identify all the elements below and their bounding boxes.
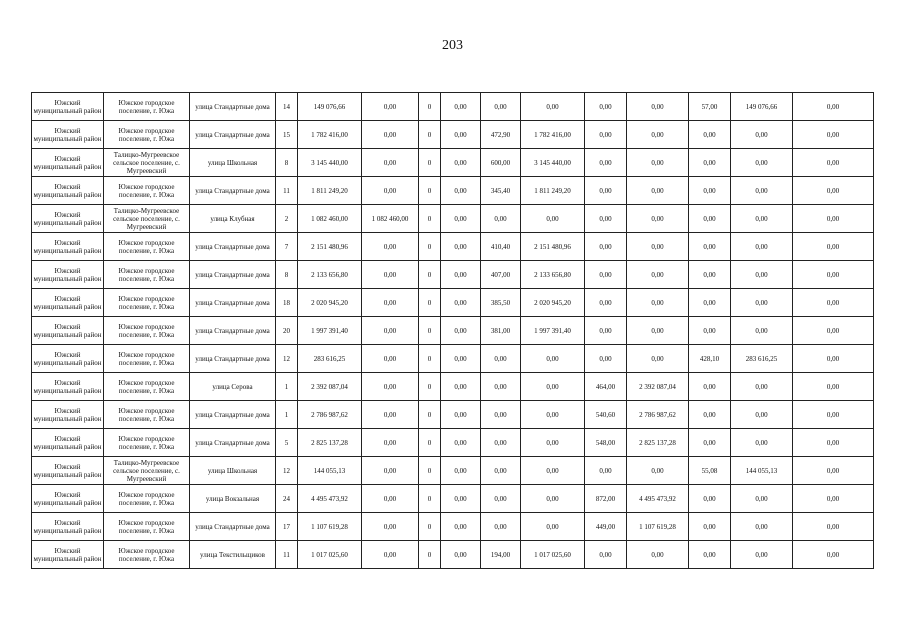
cell-foundation-cost: 4 495 473,92 — [627, 485, 689, 513]
cell-foundation-cost: 0,00 — [627, 149, 689, 177]
cell-basement-cost: 0,00 — [731, 373, 793, 401]
cell-district: Южский муниципальный район — [32, 149, 104, 177]
cell-settlement: Южское городское поселение, г. Южа — [104, 233, 190, 261]
cell-settlement: Талицко-Мугреевское сельское поселение, с. Мугреевский — [104, 457, 190, 485]
cell-total-cost: 2 786 987,62 — [298, 401, 362, 429]
cell-facade-area: 345,40 — [481, 177, 521, 205]
cell-roof-cost: 0,00 — [362, 289, 419, 317]
cell-foundation-area: 0,00 — [585, 345, 627, 373]
cell-house-number: 12 — [276, 345, 298, 373]
cell-foundation-area: 0,00 — [585, 205, 627, 233]
cell-foundation-area: 0,00 — [585, 149, 627, 177]
cell-basement-area: 0,00 — [689, 513, 731, 541]
cell-district: Южский муниципальный район — [32, 205, 104, 233]
cell-street: улица Стандартные дома — [190, 289, 276, 317]
cell-house-number: 15 — [276, 121, 298, 149]
cell-district: Южский муниципальный район — [32, 121, 104, 149]
cell-foundation-area: 0,00 — [585, 541, 627, 569]
cell-last-col: 0,00 — [793, 457, 874, 485]
cell-roof-cost: 0,00 — [362, 233, 419, 261]
table-row — [32, 401, 874, 429]
cell-foundation-cost: 2 786 987,62 — [627, 401, 689, 429]
cell-basement-cost: 0,00 — [731, 541, 793, 569]
cell-basement-area: 428,10 — [689, 345, 731, 373]
cell-street: улица Стандартные дома — [190, 317, 276, 345]
cell-col-7: 0,00 — [441, 429, 481, 457]
cell-basement-area: 0,00 — [689, 149, 731, 177]
cell-last-col: 0,00 — [793, 317, 874, 345]
cell-last-col: 0,00 — [793, 373, 874, 401]
cell-roof-cost: 1 082 460,00 — [362, 205, 419, 233]
cell-settlement: Южское городское поселение, г. Южа — [104, 541, 190, 569]
cell-facade-cost: 0,00 — [521, 373, 585, 401]
cell-col-zero: 0 — [419, 429, 441, 457]
cell-col-zero: 0 — [419, 345, 441, 373]
cell-street: улица Текстильщиков — [190, 541, 276, 569]
cell-house-number: 11 — [276, 541, 298, 569]
cell-roof-cost: 0,00 — [362, 121, 419, 149]
cell-last-col: 0,00 — [793, 93, 874, 121]
cell-settlement: Талицко-Мугреевское сельское поселение, с. Мугреевский — [104, 205, 190, 233]
cell-settlement: Южское городское поселение, г. Южа — [104, 289, 190, 317]
cell-facade-area: 0,00 — [481, 373, 521, 401]
cell-col-7: 0,00 — [441, 401, 481, 429]
cell-street: улица Стандартные дома — [190, 93, 276, 121]
cell-col-7: 0,00 — [441, 289, 481, 317]
table-row — [32, 289, 874, 317]
cell-foundation-cost: 0,00 — [627, 205, 689, 233]
cell-roof-cost: 0,00 — [362, 93, 419, 121]
cell-settlement: Южское городское поселение, г. Южа — [104, 345, 190, 373]
cell-facade-cost: 2 151 480,96 — [521, 233, 585, 261]
cell-col-zero: 0 — [419, 317, 441, 345]
cell-foundation-cost: 0,00 — [627, 177, 689, 205]
cell-col-7: 0,00 — [441, 457, 481, 485]
cell-roof-cost: 0,00 — [362, 457, 419, 485]
cell-foundation-area: 0,00 — [585, 289, 627, 317]
cell-district: Южский муниципальный район — [32, 373, 104, 401]
table-row — [32, 373, 874, 401]
cell-last-col: 0,00 — [793, 261, 874, 289]
table-row — [32, 233, 874, 261]
cell-foundation-area: 464,00 — [585, 373, 627, 401]
cell-street: улица Стандартные дома — [190, 233, 276, 261]
cell-district: Южский муниципальный район — [32, 541, 104, 569]
cell-col-7: 0,00 — [441, 513, 481, 541]
cell-last-col: 0,00 — [793, 205, 874, 233]
cell-foundation-area: 449,00 — [585, 513, 627, 541]
cell-street: улица Стандартные дома — [190, 429, 276, 457]
cell-facade-area: 0,00 — [481, 457, 521, 485]
cell-foundation-area: 0,00 — [585, 93, 627, 121]
cell-foundation-cost: 0,00 — [627, 289, 689, 317]
cell-basement-cost: 0,00 — [731, 429, 793, 457]
cell-basement-cost: 149 076,66 — [731, 93, 793, 121]
cell-foundation-area: 0,00 — [585, 457, 627, 485]
cell-facade-area: 0,00 — [481, 93, 521, 121]
cell-col-7: 0,00 — [441, 317, 481, 345]
cell-facade-cost: 2 133 656,80 — [521, 261, 585, 289]
cell-foundation-area: 540,60 — [585, 401, 627, 429]
cell-basement-area: 0,00 — [689, 177, 731, 205]
cell-street: улица Стандартные дома — [190, 345, 276, 373]
cell-total-cost: 1 017 025,60 — [298, 541, 362, 569]
cell-basement-area: 0,00 — [689, 429, 731, 457]
cell-last-col: 0,00 — [793, 345, 874, 373]
cell-basement-area: 55,08 — [689, 457, 731, 485]
table-row — [32, 541, 874, 569]
cell-col-zero: 0 — [419, 177, 441, 205]
cell-foundation-cost: 0,00 — [627, 233, 689, 261]
cell-facade-cost: 0,00 — [521, 401, 585, 429]
cell-district: Южский муниципальный район — [32, 345, 104, 373]
cell-basement-cost: 0,00 — [731, 289, 793, 317]
cell-col-7: 0,00 — [441, 373, 481, 401]
cell-last-col: 0,00 — [793, 233, 874, 261]
cell-facade-cost: 1 811 249,20 — [521, 177, 585, 205]
cell-roof-cost: 0,00 — [362, 429, 419, 457]
cell-foundation-area: 0,00 — [585, 233, 627, 261]
cell-roof-cost: 0,00 — [362, 345, 419, 373]
cell-facade-cost: 2 020 945,20 — [521, 289, 585, 317]
cell-roof-cost: 0,00 — [362, 177, 419, 205]
page-number: 203 — [442, 38, 463, 53]
cell-district: Южский муниципальный район — [32, 317, 104, 345]
cell-last-col: 0,00 — [793, 541, 874, 569]
cell-total-cost: 283 616,25 — [298, 345, 362, 373]
cell-basement-cost: 0,00 — [731, 401, 793, 429]
cell-basement-cost: 0,00 — [731, 121, 793, 149]
cell-facade-cost: 0,00 — [521, 485, 585, 513]
cell-house-number: 5 — [276, 429, 298, 457]
cell-last-col: 0,00 — [793, 149, 874, 177]
cell-foundation-area: 872,00 — [585, 485, 627, 513]
cell-col-7: 0,00 — [441, 485, 481, 513]
table-row — [32, 121, 874, 149]
cell-district: Южский муниципальный район — [32, 93, 104, 121]
cell-house-number: 7 — [276, 233, 298, 261]
cell-facade-area: 194,00 — [481, 541, 521, 569]
cell-street: улица Стандартные дома — [190, 401, 276, 429]
cell-col-zero: 0 — [419, 485, 441, 513]
cell-basement-cost: 0,00 — [731, 513, 793, 541]
cell-last-col: 0,00 — [793, 401, 874, 429]
cell-last-col: 0,00 — [793, 485, 874, 513]
cell-settlement: Южское городское поселение, г. Южа — [104, 93, 190, 121]
cell-district: Южский муниципальный район — [32, 429, 104, 457]
cell-district: Южский муниципальный район — [32, 457, 104, 485]
cell-col-zero: 0 — [419, 289, 441, 317]
cell-facade-area: 600,00 — [481, 149, 521, 177]
cell-street: улица Стандартные дома — [190, 121, 276, 149]
cell-house-number: 12 — [276, 457, 298, 485]
cell-basement-cost: 144 055,13 — [731, 457, 793, 485]
cell-col-zero: 0 — [419, 121, 441, 149]
cell-basement-area: 57,00 — [689, 93, 731, 121]
cell-facade-cost: 3 145 440,00 — [521, 149, 585, 177]
cell-foundation-cost: 0,00 — [627, 457, 689, 485]
cell-settlement: Южское городское поселение, г. Южа — [104, 177, 190, 205]
cell-col-zero: 0 — [419, 149, 441, 177]
cell-street: улица Стандартные дома — [190, 177, 276, 205]
cell-col-7: 0,00 — [441, 149, 481, 177]
cell-total-cost: 1 811 249,20 — [298, 177, 362, 205]
table-row — [32, 429, 874, 457]
cell-facade-area: 407,00 — [481, 261, 521, 289]
cell-basement-cost: 283 616,25 — [731, 345, 793, 373]
table-row — [32, 457, 874, 485]
cell-col-7: 0,00 — [441, 177, 481, 205]
cell-foundation-area: 0,00 — [585, 121, 627, 149]
cell-facade-cost: 1 997 391,40 — [521, 317, 585, 345]
cell-basement-cost: 0,00 — [731, 317, 793, 345]
cell-foundation-cost: 0,00 — [627, 317, 689, 345]
cell-last-col: 0,00 — [793, 177, 874, 205]
cell-col-zero: 0 — [419, 373, 441, 401]
cell-house-number: 2 — [276, 205, 298, 233]
cell-foundation-cost: 2 825 137,28 — [627, 429, 689, 457]
cell-basement-cost: 0,00 — [731, 205, 793, 233]
cell-house-number: 1 — [276, 401, 298, 429]
cell-col-7: 0,00 — [441, 345, 481, 373]
table-row — [32, 93, 874, 121]
cell-house-number: 18 — [276, 289, 298, 317]
cell-facade-cost: 0,00 — [521, 345, 585, 373]
cell-facade-cost: 0,00 — [521, 457, 585, 485]
cell-roof-cost: 0,00 — [362, 373, 419, 401]
cell-total-cost: 2 133 656,80 — [298, 261, 362, 289]
cell-foundation-cost: 1 107 619,28 — [627, 513, 689, 541]
cell-street: улица Клубная — [190, 205, 276, 233]
cell-foundation-cost: 0,00 — [627, 261, 689, 289]
cell-settlement: Талицко-Мугреевское сельское поселение, с. Мугреевский — [104, 149, 190, 177]
cell-col-zero: 0 — [419, 541, 441, 569]
cell-street: улица Школьная — [190, 149, 276, 177]
cell-total-cost: 1 782 416,00 — [298, 121, 362, 149]
cell-facade-cost: 0,00 — [521, 205, 585, 233]
cell-basement-area: 0,00 — [689, 485, 731, 513]
cell-house-number: 11 — [276, 177, 298, 205]
cell-basement-area: 0,00 — [689, 373, 731, 401]
cell-street: улица Стандартные дома — [190, 261, 276, 289]
cell-settlement: Южское городское поселение, г. Южа — [104, 317, 190, 345]
cell-facade-area: 0,00 — [481, 429, 521, 457]
cell-foundation-cost: 2 392 087,04 — [627, 373, 689, 401]
cell-street: улица Серова — [190, 373, 276, 401]
cell-basement-area: 0,00 — [689, 541, 731, 569]
cell-total-cost: 1 997 391,40 — [298, 317, 362, 345]
cell-facade-cost: 0,00 — [521, 93, 585, 121]
cell-roof-cost: 0,00 — [362, 485, 419, 513]
cell-basement-area: 0,00 — [689, 233, 731, 261]
cell-facade-cost: 1 782 416,00 — [521, 121, 585, 149]
cell-street: улица Школьная — [190, 457, 276, 485]
cell-col-zero: 0 — [419, 261, 441, 289]
cell-col-zero: 0 — [419, 513, 441, 541]
cell-facade-area: 0,00 — [481, 205, 521, 233]
cell-col-zero: 0 — [419, 233, 441, 261]
table-row — [32, 205, 874, 233]
cell-col-7: 0,00 — [441, 261, 481, 289]
cell-col-7: 0,00 — [441, 205, 481, 233]
cell-settlement: Южское городское поселение, г. Южа — [104, 513, 190, 541]
cell-house-number: 8 — [276, 261, 298, 289]
cell-house-number: 20 — [276, 317, 298, 345]
cell-house-number: 8 — [276, 149, 298, 177]
cell-settlement: Южское городское поселение, г. Южа — [104, 401, 190, 429]
cell-facade-cost: 1 017 025,60 — [521, 541, 585, 569]
cell-foundation-cost: 0,00 — [627, 541, 689, 569]
cell-district: Южский муниципальный район — [32, 485, 104, 513]
cell-col-7: 0,00 — [441, 233, 481, 261]
cell-facade-area: 472,90 — [481, 121, 521, 149]
cell-last-col: 0,00 — [793, 289, 874, 317]
cell-basement-area: 0,00 — [689, 317, 731, 345]
cell-total-cost: 3 145 440,00 — [298, 149, 362, 177]
cell-foundation-area: 548,00 — [585, 429, 627, 457]
cell-street: улица Стандартные дома — [190, 513, 276, 541]
cell-basement-area: 0,00 — [689, 401, 731, 429]
cell-roof-cost: 0,00 — [362, 261, 419, 289]
cell-basement-cost: 0,00 — [731, 485, 793, 513]
capital-repair-table — [31, 92, 874, 569]
table-body — [32, 93, 874, 569]
cell-settlement: Южское городское поселение, г. Южа — [104, 429, 190, 457]
cell-basement-area: 0,00 — [689, 289, 731, 317]
cell-basement-cost: 0,00 — [731, 177, 793, 205]
table-row — [32, 261, 874, 289]
table-row — [32, 317, 874, 345]
cell-basement-area: 0,00 — [689, 261, 731, 289]
cell-district: Южский муниципальный район — [32, 289, 104, 317]
cell-total-cost: 2 151 480,96 — [298, 233, 362, 261]
cell-district: Южский муниципальный район — [32, 261, 104, 289]
cell-facade-area: 0,00 — [481, 401, 521, 429]
cell-foundation-area: 0,00 — [585, 317, 627, 345]
cell-roof-cost: 0,00 — [362, 401, 419, 429]
table-row — [32, 513, 874, 541]
cell-total-cost: 149 076,66 — [298, 93, 362, 121]
cell-house-number: 24 — [276, 485, 298, 513]
cell-district: Южский муниципальный район — [32, 513, 104, 541]
cell-basement-cost: 0,00 — [731, 233, 793, 261]
cell-last-col: 0,00 — [793, 513, 874, 541]
table-row — [32, 485, 874, 513]
cell-col-7: 0,00 — [441, 541, 481, 569]
cell-roof-cost: 0,00 — [362, 541, 419, 569]
cell-facade-area: 0,00 — [481, 345, 521, 373]
cell-total-cost: 2 392 087,04 — [298, 373, 362, 401]
cell-last-col: 0,00 — [793, 429, 874, 457]
cell-last-col: 0,00 — [793, 121, 874, 149]
cell-settlement: Южское городское поселение, г. Южа — [104, 261, 190, 289]
cell-total-cost: 144 055,13 — [298, 457, 362, 485]
cell-roof-cost: 0,00 — [362, 317, 419, 345]
cell-facade-area: 381,00 — [481, 317, 521, 345]
cell-total-cost: 1 107 619,28 — [298, 513, 362, 541]
cell-house-number: 17 — [276, 513, 298, 541]
cell-district: Южский муниципальный район — [32, 177, 104, 205]
cell-settlement: Южское городское поселение, г. Южа — [104, 121, 190, 149]
cell-house-number: 14 — [276, 93, 298, 121]
cell-col-7: 0,00 — [441, 121, 481, 149]
cell-total-cost: 2 020 945,20 — [298, 289, 362, 317]
cell-facade-cost: 0,00 — [521, 513, 585, 541]
cell-basement-area: 0,00 — [689, 205, 731, 233]
cell-col-zero: 0 — [419, 93, 441, 121]
cell-facade-cost: 0,00 — [521, 429, 585, 457]
cell-basement-cost: 0,00 — [731, 149, 793, 177]
cell-district: Южский муниципальный район — [32, 233, 104, 261]
cell-district: Южский муниципальный район — [32, 401, 104, 429]
cell-basement-cost: 0,00 — [731, 261, 793, 289]
table-row — [32, 345, 874, 373]
cell-facade-area: 385,50 — [481, 289, 521, 317]
cell-total-cost: 4 495 473,92 — [298, 485, 362, 513]
cell-foundation-area: 0,00 — [585, 177, 627, 205]
cell-col-zero: 0 — [419, 401, 441, 429]
cell-settlement: Южское городское поселение, г. Южа — [104, 485, 190, 513]
cell-total-cost: 1 082 460,00 — [298, 205, 362, 233]
table-row — [32, 177, 874, 205]
cell-roof-cost: 0,00 — [362, 149, 419, 177]
cell-roof-cost: 0,00 — [362, 513, 419, 541]
cell-settlement: Южское городское поселение, г. Южа — [104, 373, 190, 401]
cell-foundation-cost: 0,00 — [627, 93, 689, 121]
cell-foundation-cost: 0,00 — [627, 345, 689, 373]
cell-facade-area: 0,00 — [481, 513, 521, 541]
cell-col-zero: 0 — [419, 457, 441, 485]
table-row — [32, 149, 874, 177]
cell-col-zero: 0 — [419, 205, 441, 233]
cell-facade-area: 410,40 — [481, 233, 521, 261]
cell-street: улица Вокзальная — [190, 485, 276, 513]
cell-house-number: 1 — [276, 373, 298, 401]
cell-col-7: 0,00 — [441, 93, 481, 121]
cell-foundation-cost: 0,00 — [627, 121, 689, 149]
cell-basement-area: 0,00 — [689, 121, 731, 149]
cell-foundation-area: 0,00 — [585, 261, 627, 289]
cell-total-cost: 2 825 137,28 — [298, 429, 362, 457]
cell-facade-area: 0,00 — [481, 485, 521, 513]
